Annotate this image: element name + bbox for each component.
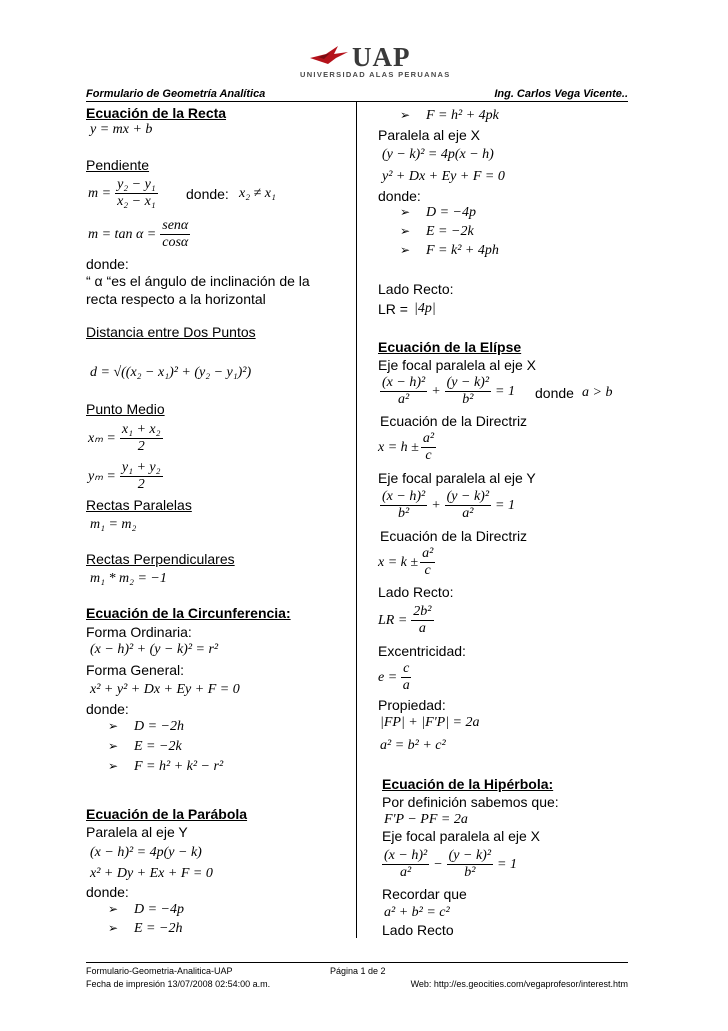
- hip-d2: b²: [464, 865, 476, 880]
- bullet-arrow-icon: ➢: [400, 243, 411, 257]
- px-bullet-e: E = −2k: [426, 224, 474, 239]
- el-x-d1: a²: [397, 392, 410, 407]
- footer-filename: Formulario-Geometria-Analitica-UAP: [86, 966, 233, 976]
- lado-recto-label: LR =: [378, 301, 408, 317]
- el-y-n1: (x − h)²: [382, 489, 426, 504]
- alpha-line-1: “ α “es el ángulo de inclinación de la: [86, 273, 310, 289]
- hiperbola-title: Ecuación de la Hipérbola:: [382, 776, 554, 792]
- hip-n2: (y − k)²: [448, 848, 492, 863]
- xm-num: x₁ + x₂: [121, 422, 161, 437]
- parab-donde-label: donde:: [86, 884, 129, 900]
- el-e-den: a: [402, 678, 410, 693]
- directriz-formula-2: [378, 546, 435, 579]
- hiperbola-definicion: Por definición sabemos que:: [382, 794, 559, 810]
- xm-fraction: [120, 422, 163, 455]
- bullet-arrow-icon: ➢: [400, 224, 411, 238]
- header-title: Formulario de Geometría Analítica: [86, 88, 266, 100]
- hip-d1: a²: [399, 865, 412, 880]
- circunferencia-title: Ecuación de la Circunferencia:: [86, 605, 291, 621]
- hip-n1: (x − h)²: [384, 848, 428, 863]
- el-x-rhs: = 1: [495, 383, 515, 399]
- directriz-label-2: Ecuación de la Directriz: [380, 528, 528, 544]
- el-y-frac2: [445, 489, 491, 522]
- el-y-d1: b²: [397, 506, 410, 521]
- parabola-title: Ecuación de la Parábola: [86, 806, 248, 822]
- directriz-formula-1: [378, 431, 436, 464]
- elipse-donde: donde: [535, 385, 574, 401]
- perpendiculares-equation: m₁ * m₂ = −1: [90, 571, 167, 586]
- dir2-lhs: x = k ±: [378, 554, 419, 570]
- hiperbola-def-equation: F'P − PF = 2a: [384, 812, 468, 827]
- bullet-arrow-icon: ➢: [108, 902, 119, 916]
- pendiente-title: Pendiente: [86, 157, 150, 173]
- hiperbola-lado-recto-label: Lado Recto: [382, 922, 454, 938]
- dir1-fraction: [421, 431, 436, 464]
- elipse-eje-y-formula: $\frac{\text{(x − h)²}}{\text{b²}}$ + $\frac{\text{(y − k)²}}{\text{a²}}$ = 1: [382, 489, 515, 521]
- recta-equation: y = mx + b: [90, 122, 153, 137]
- bullet-arrow-icon: ➢: [400, 108, 411, 122]
- pend-fraction: [115, 177, 158, 210]
- header-rule: [86, 101, 628, 102]
- el-x-frac1: [380, 375, 427, 408]
- hiperbola-relation: a² + b² = c²: [384, 905, 450, 920]
- circ-bullet-e: E = −2k: [134, 739, 182, 754]
- propiedad-equation: |FP| + |F'P| = 2a: [380, 715, 480, 730]
- header-author: Ing. Carlos Vega Vicente..: [494, 88, 628, 100]
- paralelas-title: Rectas Paralelas: [86, 497, 192, 513]
- el-e-fraction: [401, 661, 411, 694]
- lado-recto-value: |4p|: [414, 301, 436, 316]
- hip-frac1: [382, 848, 429, 881]
- hiperbola-eje-x-label: Eje focal paralela al eje X: [382, 828, 540, 844]
- el-lr-lhs: LR =: [378, 612, 408, 628]
- el-e-lhs: e =: [378, 669, 398, 685]
- alpha-line-2: recta respecto a la horizontal: [86, 291, 266, 307]
- elipse-relation: a² = b² + c²: [380, 738, 446, 753]
- hiperbola-formula: $\frac{\text{(x − h)²}}{\text{a²}}$ − $\frac{\text{(y − k)²}}{\text{b²}}$ = 1: [384, 848, 517, 880]
- parab-bullet-e: E = −2h: [134, 921, 183, 936]
- elipse-lado-recto-formula: [378, 604, 434, 637]
- xm-formula: [88, 422, 163, 455]
- pend-donde: donde:: [186, 186, 229, 202]
- bullet-arrow-icon: ➢: [400, 205, 411, 219]
- elipse-lado-recto-label: Lado Recto:: [378, 584, 454, 600]
- bullet-arrow-icon: ➢: [108, 921, 119, 935]
- logo-subtitle: UNIVERSIDAD ALAS PERUANAS: [300, 70, 451, 79]
- lado-recto-title: Lado Recto:: [378, 281, 454, 297]
- ym-lhs: yₘ =: [88, 468, 116, 484]
- ym-den: 2: [137, 477, 145, 492]
- pend-den: x₂ − x₁: [117, 194, 156, 209]
- px-bullet-f: F = k² + 4ph: [426, 243, 499, 258]
- university-logo: [300, 40, 450, 82]
- pend-tan-lhs: m = tan α =: [88, 226, 157, 242]
- circ-bullet-d: D = −2h: [134, 719, 185, 734]
- ym-fraction: [120, 460, 163, 493]
- parabola-eje-y-equation: (x − h)² = 4p(y − k): [90, 845, 202, 860]
- pend-num: y₂ − y₁: [117, 177, 156, 192]
- dir1-num: a²: [422, 431, 435, 446]
- excentricidad-formula: [378, 661, 411, 694]
- parabola-eje-x-general: y² + Dx + Ey + F = 0: [382, 169, 505, 184]
- el-y-rhs: = 1: [495, 497, 515, 513]
- dir1-den: c: [425, 448, 432, 463]
- el-x-n1: (x − h)²: [382, 375, 426, 390]
- el-lr-den: a: [418, 621, 426, 636]
- parabola-eje-x-label: Paralela al eje X: [378, 127, 480, 143]
- recta-title: Ecuación de la Recta: [86, 105, 227, 121]
- paralelas-equation: m₁ = m₂: [90, 517, 137, 532]
- px-donde-label: donde:: [378, 188, 421, 204]
- pend-tan-num: senα: [162, 218, 189, 233]
- elipse-condition: a > b: [582, 385, 613, 400]
- pendiente-tan-formula: [88, 218, 190, 251]
- elipse-title: Ecuación de la Elípse: [378, 339, 522, 355]
- xm-den: 2: [137, 439, 145, 454]
- parab-bullet-d: D = −4p: [134, 902, 185, 917]
- forma-general-equation: x² + y² + Dx + Ey + F = 0: [90, 682, 240, 697]
- hip-frac2: [447, 848, 493, 881]
- pendiente-formula: [88, 177, 158, 210]
- directriz-label-1: Ecuación de la Directriz: [380, 413, 528, 429]
- distancia-title: Distancia entre Dos Puntos: [86, 324, 256, 340]
- forma-ordinaria-equation: (x − h)² + (y − k)² = r²: [90, 642, 219, 657]
- circ-bullet-f: F = h² + k² − r²: [134, 759, 224, 774]
- column-divider: [356, 101, 357, 938]
- el-x-n2: (y − k)²: [446, 375, 490, 390]
- circ-donde-label: donde:: [86, 701, 129, 717]
- punto-medio-title: Punto Medio: [86, 401, 165, 417]
- dir2-den: c: [424, 563, 431, 578]
- bird-logo-icon: [308, 44, 350, 66]
- el-x-d2: b²: [462, 392, 474, 407]
- parabola-eje-y-label: Paralela al eje Y: [86, 824, 188, 840]
- dir2-num: a²: [422, 546, 434, 561]
- distancia-equation: d = √((x₂ − x₁)² + (y₂ − y₁)²): [90, 365, 252, 380]
- el-lr-fraction: [411, 604, 433, 637]
- perpendiculares-title: Rectas Perpendiculares: [86, 551, 235, 567]
- elipse-eje-y-label: Eje focal paralela al eje Y: [378, 470, 536, 486]
- footer-rule: [86, 962, 628, 963]
- el-e-num: c: [403, 661, 410, 676]
- forma-ordinaria-label: Forma Ordinaria:: [86, 624, 192, 640]
- el-y-n2: (y − k)²: [446, 489, 490, 504]
- logo-brand: UAP: [352, 42, 411, 72]
- el-lr-num: 2b²: [413, 604, 432, 619]
- xm-lhs: xₘ =: [88, 430, 116, 446]
- pend-tan-den: cosα: [162, 235, 189, 250]
- donde-label: donde:: [86, 256, 129, 272]
- ym-formula: [88, 460, 163, 493]
- bullet-arrow-icon: ➢: [108, 739, 119, 753]
- propiedad-label: Propiedad:: [378, 697, 446, 713]
- elipse-eje-x-formula: $\frac{\text{(x − h)²}}{\text{a²}}$ + $\frac{\text{(y − k)²}}{\text{b²}}$ = 1: [382, 375, 515, 407]
- dir2-fraction: [420, 546, 435, 579]
- pend-condition: x₂ ≠ x₁: [239, 186, 276, 201]
- forma-general-label: Forma General:: [86, 662, 185, 678]
- hip-rhs: = 1: [497, 856, 517, 872]
- elipse-eje-x-label: Eje focal paralela al eje X: [378, 357, 536, 373]
- el-y-frac1: [380, 489, 427, 522]
- parabola-eje-x-equation: (y − k)² = 4p(x − h): [382, 147, 494, 162]
- footer-page: Página 1 de 2: [330, 966, 386, 976]
- el-x-frac2: [445, 375, 491, 408]
- recordar-label: Recordar que: [382, 886, 467, 902]
- excentricidad-label: Excentricidad:: [378, 643, 466, 659]
- el-y-d2: a²: [462, 506, 474, 521]
- parab-bullet-f: F = h² + 4pk: [426, 108, 499, 123]
- bullet-arrow-icon: ➢: [108, 759, 119, 773]
- parabola-eje-y-general: x² + Dy + Ex + F = 0: [90, 866, 213, 881]
- footer-web: Web: http://es.geocities.com/vegaprofesor/interest.htm: [410, 979, 628, 989]
- ym-num: y₁ + y₂: [121, 460, 161, 475]
- pend-lhs: m =: [88, 185, 112, 201]
- bullet-arrow-icon: ➢: [108, 719, 119, 733]
- px-bullet-d: D = −4p: [426, 205, 477, 220]
- dir1-lhs: x = h ±: [378, 439, 419, 455]
- footer-print-date: Fecha de impresión 13/07/2008 02:54:00 a.m.: [86, 979, 271, 989]
- pend-tan-fraction: [160, 218, 190, 251]
